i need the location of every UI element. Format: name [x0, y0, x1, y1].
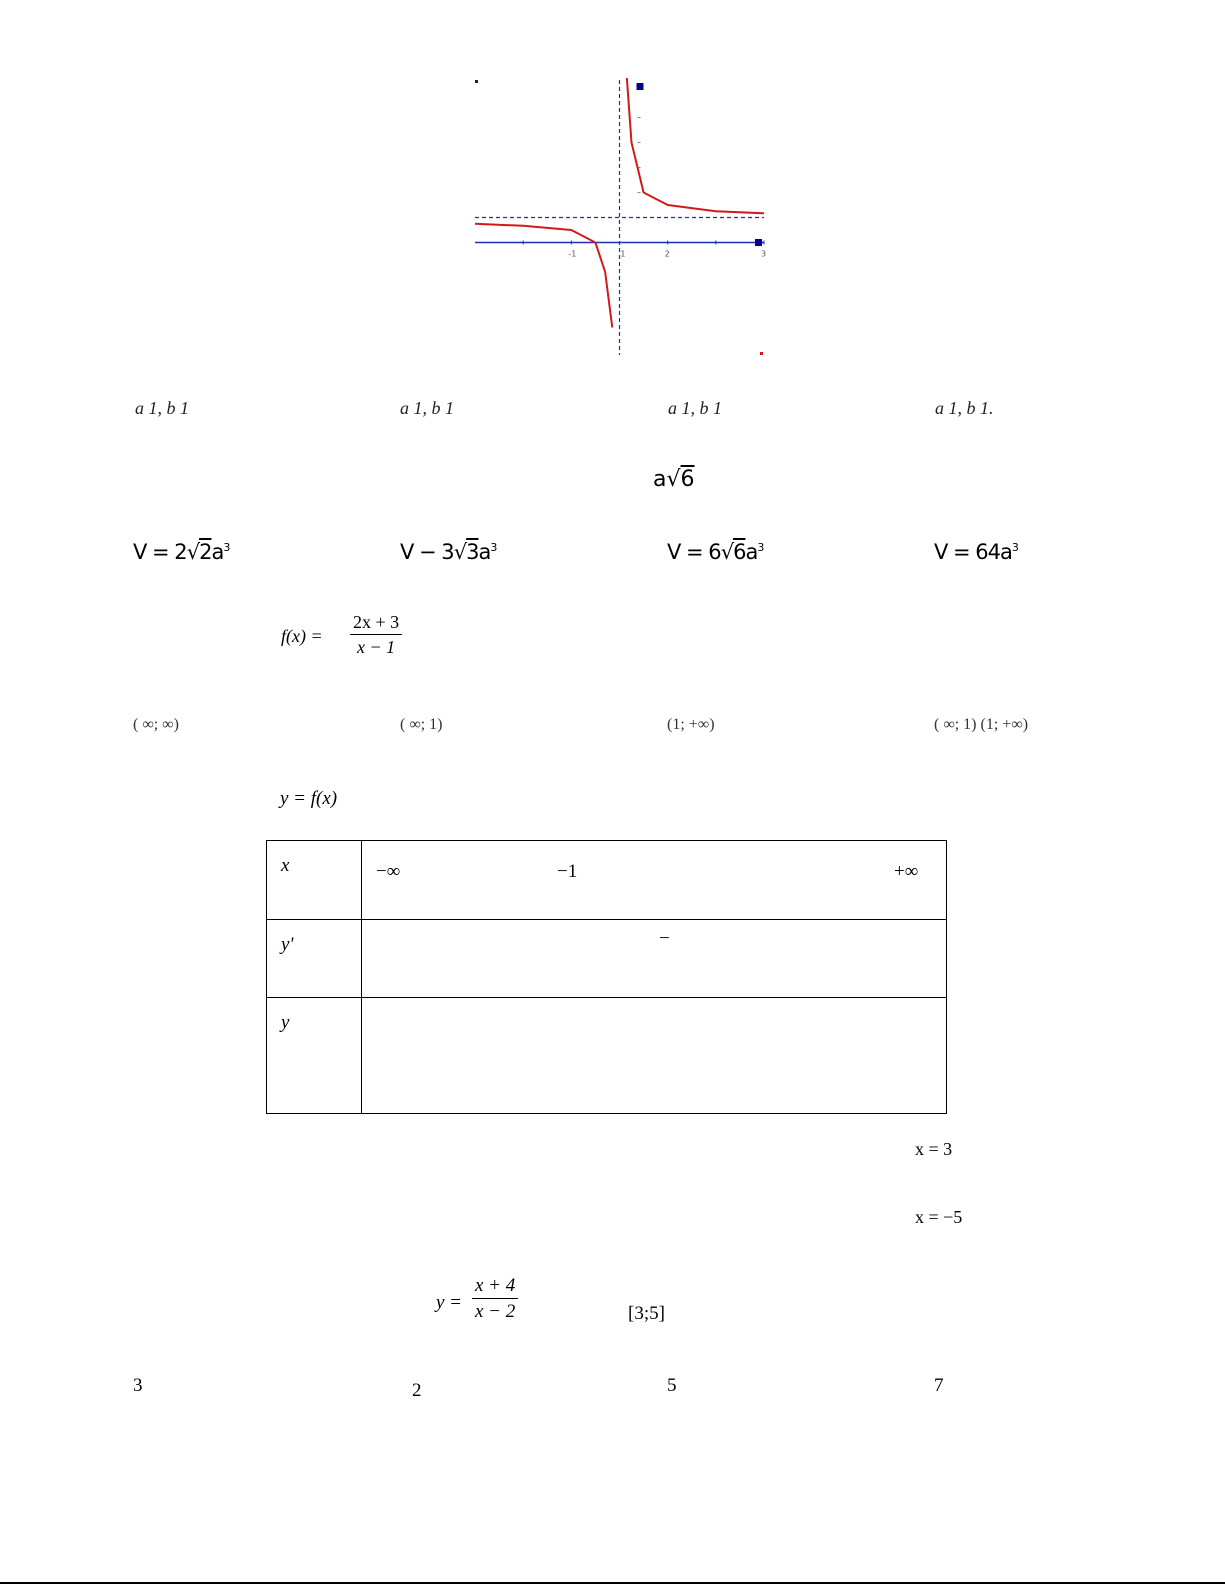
- q3-denominator: x − 1: [357, 637, 396, 657]
- function-graph: [472, 78, 772, 360]
- answer-q5-b[interactable]: 2: [412, 1380, 422, 1401]
- q3-function-lhs: f(x) =: [281, 626, 323, 646]
- q3-numerator: 2x + 3: [350, 613, 402, 635]
- answer-q1-a[interactable]: a 1, b 1: [135, 398, 189, 418]
- q2-length-coef: a: [653, 467, 667, 492]
- q2-length-radicand: 6: [680, 467, 695, 492]
- answer-q2-d[interactable]: [934, 540, 1018, 564]
- curve-branch-1: [475, 224, 612, 328]
- answer-q5-d[interactable]: 7: [934, 1375, 944, 1396]
- x-tick-label: 3: [761, 249, 767, 259]
- table-row-yprime: [267, 920, 947, 998]
- corner-mark: [475, 80, 478, 83]
- answer-q2-a[interactable]: [133, 540, 229, 564]
- vol-radicand: 6: [733, 540, 746, 564]
- q5-denominator: x − 2: [475, 1301, 516, 1322]
- handle-right: [755, 239, 762, 246]
- answer-q5-c[interactable]: 5: [667, 1375, 677, 1396]
- vol-exp: 3: [1011, 541, 1018, 554]
- table-values-y: [362, 998, 947, 1114]
- vol-exp: 3: [223, 541, 230, 554]
- answer-q3-c[interactable]: (1; +∞): [667, 716, 715, 733]
- q4-answer-bottom[interactable]: x = −5: [915, 1207, 963, 1227]
- table-row-y: [267, 998, 947, 1114]
- x-tick-label: 1: [620, 249, 626, 259]
- vol-prefix: V − 3: [400, 540, 454, 564]
- table-header-y: y: [267, 998, 362, 1114]
- x-value-neg-one: −1: [557, 861, 578, 882]
- sqrt-sign: √: [186, 540, 200, 564]
- answer-q3-b[interactable]: ( ∞; 1): [400, 716, 443, 733]
- q4-function: y = f(x): [280, 788, 338, 809]
- answer-q3-a[interactable]: ( ∞; ∞): [133, 716, 179, 733]
- q5-function-fraction: [472, 1276, 518, 1321]
- vol-exp: 3: [757, 541, 764, 554]
- q2-sqrt-sign: √: [666, 467, 681, 492]
- q5-function-lhs: y =: [436, 1292, 463, 1313]
- answer-q1-b[interactable]: a 1, b 1: [400, 398, 454, 418]
- x-value-pos-inf: +∞: [894, 861, 919, 882]
- table-header-x: x: [267, 841, 362, 920]
- page-bottom-rule: [0, 1582, 1225, 1584]
- table-header-yprime: y': [267, 920, 362, 998]
- variation-table: [266, 840, 947, 1114]
- graph-axes: [475, 80, 766, 355]
- yprime-sign: −: [659, 928, 670, 949]
- answer-q2-c[interactable]: [667, 540, 763, 564]
- x-tick-label: 2: [664, 249, 670, 259]
- vol-prefix: V = 6: [667, 540, 721, 564]
- vol-suffix: a: [211, 540, 224, 564]
- x-value-neg-inf: −∞: [376, 861, 401, 882]
- vol-exp: 3: [490, 541, 497, 554]
- q5-numerator: x + 4: [472, 1276, 518, 1299]
- vol-radicand: 2: [199, 540, 212, 564]
- vol-radicand: 3: [466, 540, 479, 564]
- curve-branch-2: [627, 78, 764, 213]
- sqrt-sign: √: [453, 540, 467, 564]
- table-values-x: [362, 841, 947, 920]
- q5-interval: [3;5]: [628, 1303, 665, 1324]
- x-tick-label: -1: [568, 249, 577, 259]
- vol-suffix: a: [745, 540, 758, 564]
- table-values-yprime: [362, 920, 947, 998]
- answer-q1-d[interactable]: a 1, b 1.: [935, 398, 994, 418]
- q4-answer-top[interactable]: x = 3: [915, 1139, 953, 1159]
- table-row-x: [267, 841, 947, 920]
- answer-q2-b[interactable]: [400, 540, 496, 564]
- answer-q3-d[interactable]: ( ∞; 1) (1; +∞): [934, 716, 1029, 733]
- q2-length: [653, 467, 695, 492]
- corner-mark-red: [760, 352, 763, 355]
- answer-q1-c[interactable]: a 1, b 1: [668, 398, 722, 418]
- sqrt-sign: √: [720, 540, 734, 564]
- answer-q5-a[interactable]: 3: [133, 1375, 143, 1396]
- vol-suffix: a: [478, 540, 491, 564]
- handle-top: [637, 83, 644, 90]
- vol-prefix: V = 64a: [934, 540, 1012, 564]
- vol-prefix: V = 2: [133, 540, 187, 564]
- q3-function-fraction: [350, 613, 402, 656]
